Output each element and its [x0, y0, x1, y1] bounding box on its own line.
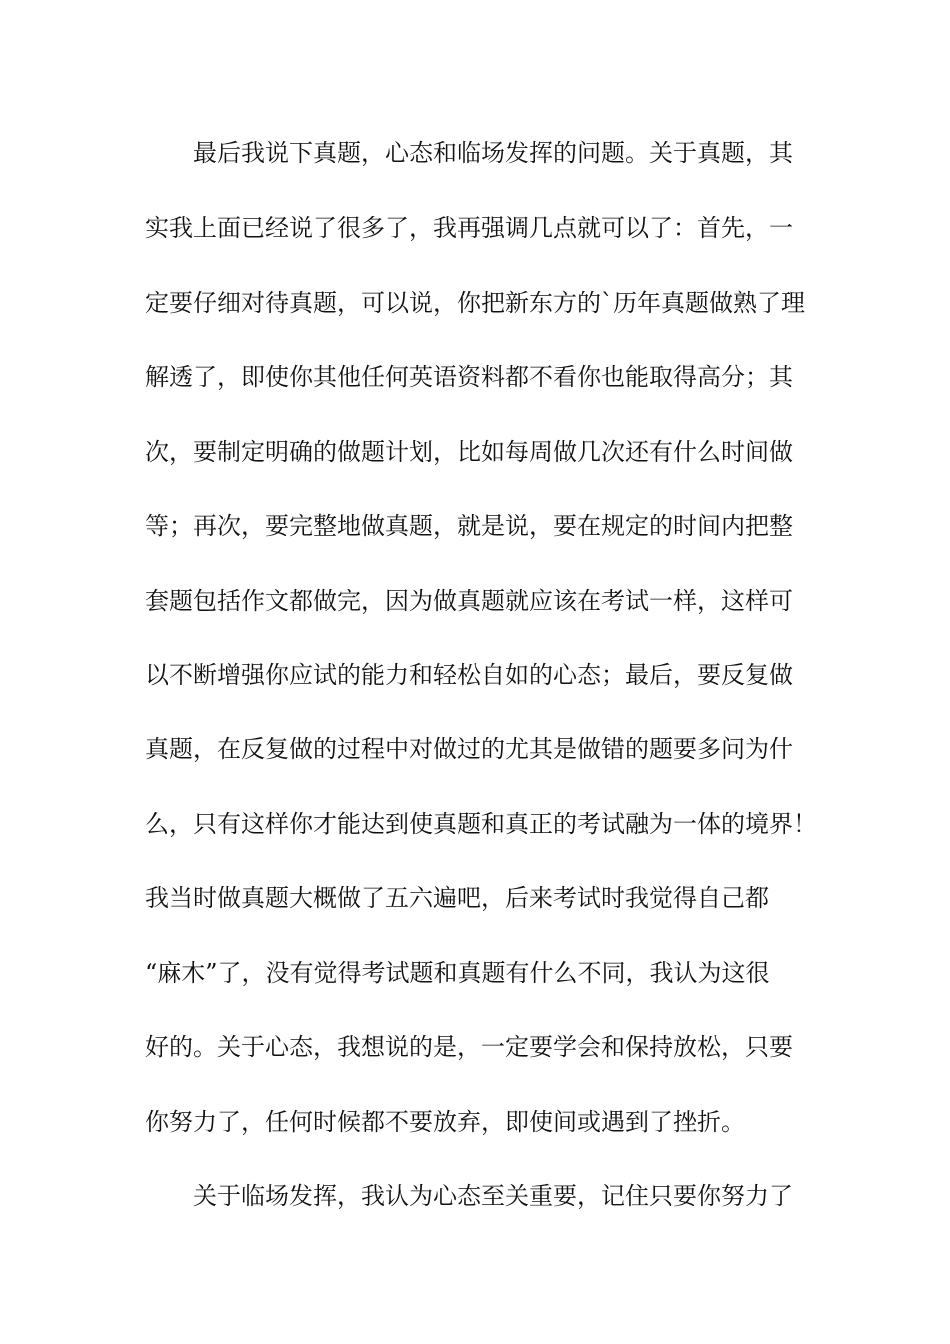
- paragraph-1-line-13: 好的。关于心态，我想说的是，一定要学会和保持放松，只要: [145, 1033, 793, 1061]
- paragraph-1-line-1: 最后我说下真题，心态和临场发挥的问题。关于真题，其: [193, 139, 793, 167]
- paragraph-1-line-10: 么，只有这样你才能达到使真题和真正的考试融为一体的境界！: [145, 810, 817, 838]
- paragraph-1-line-9: 真题，在反复做的过程中对做过的尤其是做错的题要多问为什: [145, 735, 793, 763]
- paragraph-1-line-12: “麻木”了，没有觉得考试题和真题有什么不同，我认为这很: [145, 959, 770, 987]
- paragraph-1-line-6: 等；再次，要完整地做真题，就是说，要在规定的时间内把整: [145, 512, 793, 540]
- paragraph-1-line-5: 次，要制定明确的做题计划，比如每周做几次还有什么时间做: [145, 438, 793, 466]
- paragraph-1-line-2: 实我上面已经说了很多了，我再强调几点就可以了：首先，一: [145, 214, 793, 242]
- paragraph-1-line-14: 你努力了，任何时候都不要放弃，即使间或遇到了挫折。: [145, 1108, 745, 1136]
- paragraph-1-line-4: 解透了，即使你其他任何英语资料都不看你也能取得高分；其: [145, 363, 793, 391]
- paragraph-1-line-8: 以不断增强你应试的能力和轻松自如的心态；最后，要反复做: [145, 661, 793, 689]
- paragraph-2-line-1: 关于临场发挥，我认为心态至关重要，记住只要你努力了: [193, 1182, 793, 1210]
- paragraph-1-line-3: 定要仔细对待真题，可以说，你把新东方的`历年真题做熟了理: [145, 289, 805, 317]
- paragraph-1-line-11: 我当时做真题大概做了五六遍吧，后来考试时我觉得自己都: [145, 884, 769, 912]
- paragraph-1-line-7: 套题包括作文都做完，因为做真题就应该在考试一样，这样可: [145, 587, 793, 615]
